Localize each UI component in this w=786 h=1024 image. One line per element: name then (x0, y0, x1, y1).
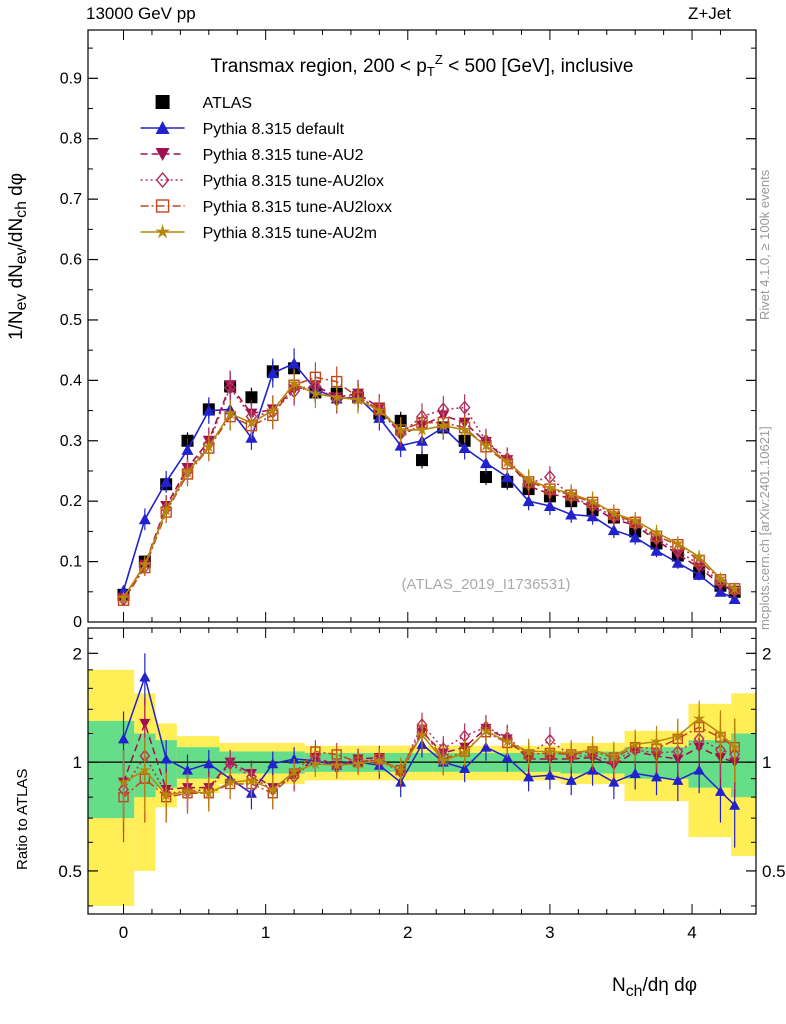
ratio-y-axis-label: Ratio to ATLAS (14, 768, 31, 870)
svg-text:0.2: 0.2 (59, 493, 82, 511)
svg-text:Pythia 8.315 default: Pythia 8.315 default (202, 121, 345, 138)
mcplots-caption: mcplots.cern.ch [arXiv:2401.10621] (757, 426, 772, 630)
svg-text:1: 1 (762, 753, 772, 773)
svg-text:Pythia 8.315 tune-AU2: Pythia 8.315 tune-AU2 (202, 147, 364, 164)
main-plot (59, 26, 760, 631)
svg-text:0: 0 (118, 923, 129, 942)
svg-text:0.5: 0.5 (59, 311, 82, 329)
svg-text:0.6: 0.6 (59, 251, 82, 269)
rivet-version-caption: Rivet 4.1.0, ≥ 100k events (757, 169, 772, 320)
svg-text:0.8: 0.8 (59, 130, 82, 148)
ratio-plot (58, 626, 786, 956)
svg-text:2: 2 (762, 644, 772, 664)
y-axis-label: $1/N_{ev}$ $dN_{ev}/dN_{ch}$ dφ (6, 172, 30, 340)
svg-text:ATLAS: ATLAS (202, 95, 253, 112)
x-axis-label: $N_{ch}/d\eta$ dφ (612, 975, 698, 1000)
svg-text:0.3: 0.3 (59, 432, 82, 450)
svg-text:(ATLAS_2019_I1736531): (ATLAS_2019_I1736531) (401, 575, 571, 593)
svg-text:Pythia 8.315 tune-AU2lox: Pythia 8.315 tune-AU2lox (202, 173, 385, 190)
svg-text:0: 0 (73, 614, 82, 631)
svg-text:0.4: 0.4 (59, 372, 82, 390)
svg-text:4: 4 (687, 923, 697, 942)
svg-text:0.5: 0.5 (762, 861, 786, 881)
header-right: Z+Jet (688, 4, 731, 23)
svg-text:0.5: 0.5 (58, 861, 82, 881)
svg-text:3: 3 (545, 923, 555, 942)
svg-text:Transmax region, 200 < pTZ < 5: Transmax region, $200 < p_T^Z < 500$ [GeV], inclusive (210, 52, 634, 79)
svg-text:1: 1 (72, 753, 82, 773)
svg-text:Pythia 8.315 tune-AU2loxx: Pythia 8.315 tune-AU2loxx (202, 199, 393, 216)
svg-text:Pythia 8.315 tune-AU2m: Pythia 8.315 tune-AU2m (202, 225, 377, 242)
svg-text:0.7: 0.7 (59, 191, 82, 209)
svg-text:2: 2 (72, 644, 82, 664)
svg-text:2: 2 (403, 923, 413, 942)
header-left: 13000 GeV pp (86, 4, 196, 23)
svg-text:0.1: 0.1 (59, 553, 82, 571)
svg-text:1: 1 (260, 923, 271, 942)
svg-text:0.9: 0.9 (59, 70, 82, 88)
